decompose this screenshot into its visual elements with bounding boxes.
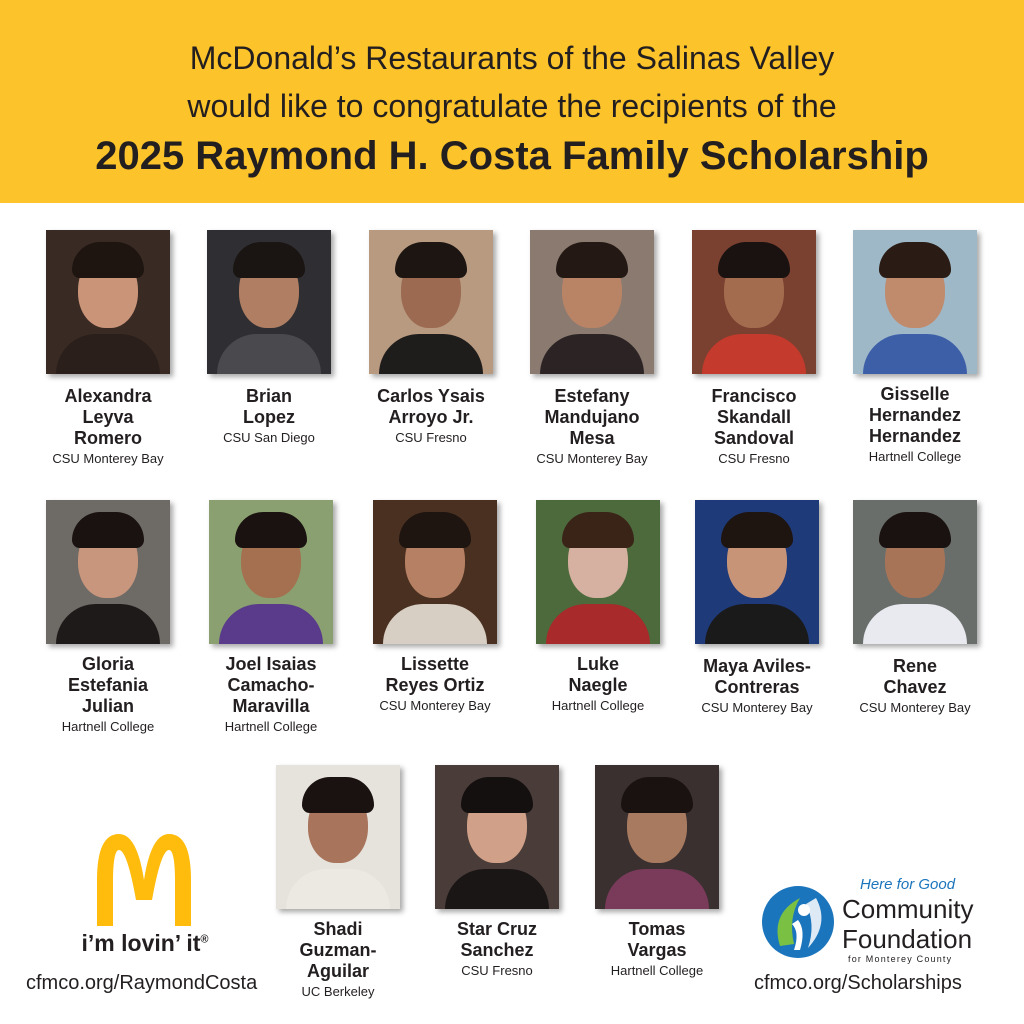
photo-torso <box>705 604 809 644</box>
recipient-name <box>572 919 742 961</box>
golden-arches-logo <box>89 830 199 926</box>
recipient-name-line: Mesa <box>569 428 615 448</box>
recipient-name-line: Vargas <box>627 940 687 960</box>
photo-torso <box>702 334 806 374</box>
recipient-photo <box>695 500 819 644</box>
recipient-school: CSU Monterey Bay <box>536 451 648 466</box>
raymond-costa-url[interactable]: cfmco.org/RaymondCosta <box>26 972 258 994</box>
recipient-name-line: Estefany <box>554 386 630 406</box>
recipient-name-line: Gloria <box>81 654 134 674</box>
recipient-school: CSU Monterey Bay <box>379 698 491 713</box>
photo-hair <box>879 242 951 278</box>
recipient-name-line: Naegle <box>568 675 628 695</box>
recipient-name-line: Sandoval <box>713 428 795 448</box>
recipient-name-line: Lissette <box>400 654 470 674</box>
recipient-name-line: Chavez <box>883 677 947 697</box>
recipient-photo <box>435 765 559 909</box>
photo-hair <box>562 512 634 548</box>
photo-hair <box>718 242 790 278</box>
recipient-caption <box>346 386 516 448</box>
recipient-school: CSU San Diego <box>223 430 315 445</box>
photo-hair <box>461 777 533 813</box>
photo-torso <box>56 334 160 374</box>
recipient-name-line: Julian <box>81 696 134 716</box>
photo-torso <box>540 334 644 374</box>
recipient-name-line: Hernandez <box>868 426 962 446</box>
header-line-1: McDonald’s Restaurants of the Salinas Valley <box>189 40 835 76</box>
recipient-name-line: Brian <box>245 386 292 406</box>
recipient-name-line: Camacho- <box>227 675 315 695</box>
recipient-name-line: Shadi <box>313 919 363 939</box>
community-foundation-logo <box>760 884 836 960</box>
recipient-caption <box>830 384 1000 467</box>
photo-torso <box>217 334 321 374</box>
photo-torso <box>383 604 487 644</box>
recipient-caption <box>572 919 742 981</box>
recipient-name <box>507 386 677 449</box>
scholarships-url[interactable]: cfmco.org/Scholarships <box>754 972 962 994</box>
recipient-school: UC Berkeley <box>301 984 375 999</box>
recipient-name-line: Estefania <box>67 675 149 695</box>
recipient-name-line: Skandall <box>716 407 792 427</box>
recipient-name-line: Alexandra <box>64 386 152 406</box>
recipient-caption <box>513 654 683 716</box>
recipient-school: Hartnell College <box>610 963 704 978</box>
recipient-name-line: Aguilar <box>306 961 369 981</box>
foundation-name-line1: Community <box>842 894 974 924</box>
recipient-caption <box>253 919 423 1002</box>
recipient-name-line: Guzman- <box>299 940 377 960</box>
photo-torso <box>56 604 160 644</box>
slogan-text: i’m lovin’ it <box>81 930 201 956</box>
photo-hair <box>879 512 951 548</box>
foundation-name-line3: for Monterey County <box>848 954 953 964</box>
recipient-name-line: Arroyo Jr. <box>388 407 474 427</box>
header-banner <box>0 0 1024 203</box>
recipient-name-line: Gisselle <box>880 384 950 404</box>
photo-torso <box>379 334 483 374</box>
scholarship-title: 2025 Raymond H. Costa Family Scholarship <box>95 134 929 178</box>
recipient-name <box>23 654 193 717</box>
recipient-name-line: Hernandez <box>868 405 962 425</box>
recipient-caption <box>830 656 1000 718</box>
header-line-2: would like to congratulate the recipients of the <box>187 88 837 124</box>
recipient-caption <box>672 656 842 718</box>
recipient-name-line: Maya Aviles- <box>703 656 811 676</box>
recipient-school: CSU Fresno <box>718 451 790 466</box>
recipient-name-line: Lopez <box>243 407 295 427</box>
photo-hair <box>235 512 307 548</box>
recipient-photo <box>853 500 977 644</box>
recipient-name <box>184 386 354 428</box>
recipient-name-line: Mandujano <box>544 407 640 427</box>
photo-hair <box>302 777 374 813</box>
recipient-name-line: Romero <box>73 428 142 448</box>
recipient-name-line: Leyva <box>82 407 134 427</box>
photo-hair <box>721 512 793 548</box>
photo-hair <box>556 242 628 278</box>
photo-hair <box>399 512 471 548</box>
recipient-photo <box>373 500 497 644</box>
recipient-school: Hartnell College <box>551 698 645 713</box>
recipient-name-line: Maravilla <box>232 696 310 716</box>
slogan <box>60 930 230 957</box>
recipient-name-line: Rene <box>892 656 937 676</box>
recipient-caption <box>186 654 356 737</box>
recipient-caption <box>412 919 582 981</box>
recipient-name-line: Contreras <box>714 677 800 697</box>
recipient-school: CSU Monterey Bay <box>859 700 971 715</box>
recipient-name <box>350 654 520 696</box>
recipient-school: Hartnell College <box>868 449 962 464</box>
recipient-name <box>672 656 842 698</box>
recipient-photo <box>530 230 654 374</box>
recipient-name-line: Carlos Ysais <box>377 386 485 406</box>
recipient-name <box>513 654 683 696</box>
photo-torso <box>605 869 709 909</box>
recipient-name <box>412 919 582 961</box>
recipient-caption <box>23 654 193 737</box>
recipient-photo <box>207 230 331 374</box>
recipient-caption <box>350 654 520 716</box>
recipient-name-line: Sanchez <box>460 940 534 960</box>
recipient-photo <box>46 500 170 644</box>
photo-hair <box>72 242 144 278</box>
photo-torso <box>445 869 549 909</box>
recipient-photo <box>853 230 977 374</box>
photo-hair <box>621 777 693 813</box>
recipient-photo <box>46 230 170 374</box>
recipient-photo <box>209 500 333 644</box>
recipient-name <box>253 919 423 982</box>
recipient-photo <box>692 230 816 374</box>
recipient-caption <box>23 386 193 469</box>
trademark-mark: ® <box>200 933 209 946</box>
recipient-name <box>830 656 1000 698</box>
foundation-tagline: Here for Good <box>860 876 956 893</box>
recipient-school: Hartnell College <box>61 719 155 734</box>
photo-torso <box>546 604 650 644</box>
recipient-photo <box>536 500 660 644</box>
photo-hair <box>72 512 144 548</box>
photo-hair <box>395 242 467 278</box>
recipient-caption <box>507 386 677 469</box>
recipient-name-line: Tomas <box>628 919 686 939</box>
recipient-name-line: Luke <box>576 654 619 674</box>
recipient-name-line: Star Cruz <box>456 919 537 939</box>
photo-torso <box>286 869 390 909</box>
recipient-name <box>669 386 839 449</box>
recipient-name-line: Reyes Ortiz <box>385 675 485 695</box>
recipient-name <box>186 654 356 717</box>
photo-hair <box>233 242 305 278</box>
photo-torso <box>863 334 967 374</box>
recipient-name <box>23 386 193 449</box>
recipient-school: Hartnell College <box>224 719 318 734</box>
recipient-name-line: Joel Isaias <box>225 654 317 674</box>
recipient-photo <box>276 765 400 909</box>
recipient-caption <box>669 386 839 469</box>
recipient-school: CSU Monterey Bay <box>701 700 813 715</box>
recipient-photo <box>369 230 493 374</box>
recipient-name-line: Francisco <box>711 386 797 406</box>
recipient-caption <box>184 386 354 448</box>
recipient-name <box>830 384 1000 447</box>
photo-torso <box>219 604 323 644</box>
recipient-school: CSU Fresno <box>395 430 467 445</box>
foundation-name-line2: Foundation <box>842 924 973 954</box>
recipient-school: CSU Monterey Bay <box>52 451 164 466</box>
photo-torso <box>863 604 967 644</box>
recipient-school: CSU Fresno <box>461 963 533 978</box>
recipient-name <box>346 386 516 428</box>
recipient-photo <box>595 765 719 909</box>
